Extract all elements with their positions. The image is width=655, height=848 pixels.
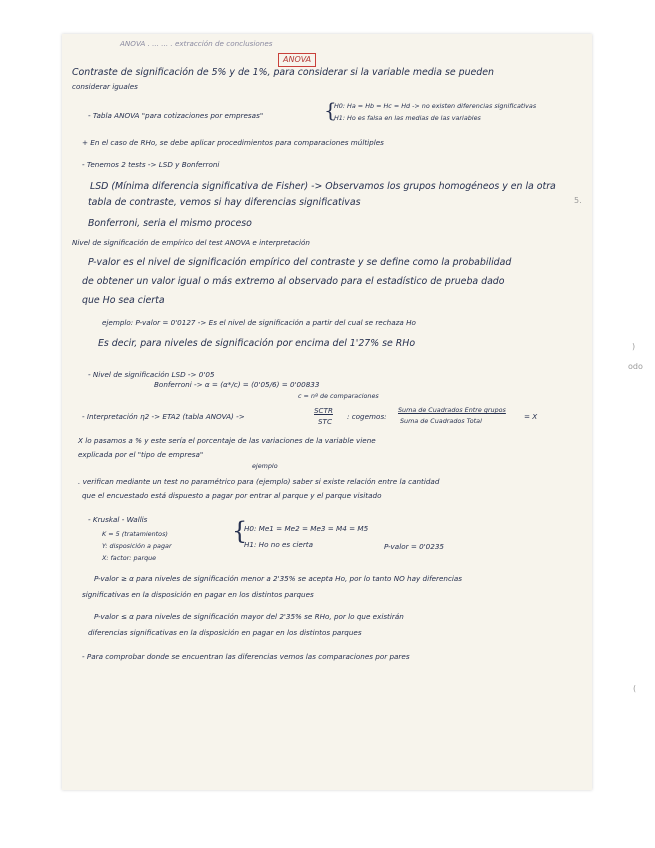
- text-line: ejemplo: [252, 462, 278, 470]
- margin-mark: 5.: [574, 196, 582, 205]
- fraction-denominator: Suma de Cuadrados Total: [400, 417, 482, 425]
- text-line: P-valor ≥ α para niveles de significación menor a 2'35% se acepta Ho, por lo tanto NO hay diferencias: [94, 574, 463, 583]
- p-value: P-valor = 0'0235: [384, 542, 444, 551]
- text-line: . verifican mediante un test no paramétrico para (ejemplo) saber si existe relación entre la cantidad: [78, 477, 440, 486]
- text-line: + En el caso de RHo, se debe aplicar procedimientos para comparaciones múltiples: [82, 138, 384, 147]
- text-line: Es decir, para niveles de significación por encima del 1'27% se RHo: [98, 338, 416, 349]
- text-line: P-valor ≤ α para niveles de significación mayor del 2'35% se RHo, por lo que existirán: [94, 612, 404, 621]
- brace: {: [232, 517, 248, 545]
- text-line: = X: [524, 412, 538, 421]
- fraction-numerator: Suma de Cuadrados Entre grupos: [398, 406, 506, 414]
- text-line: - Para comprobar donde se encuentran las diferencias vemos las comparaciones por pares: [82, 652, 410, 661]
- header-line: ANOVA . ... ... . extracción de conclusiones: [120, 39, 273, 48]
- notebook-page: [62, 34, 592, 790]
- text-line: diferencias significativas en la disposición en pagar en los distintos parques: [88, 628, 362, 637]
- margin-mark: odo: [628, 362, 643, 371]
- hypothesis-h0: H0: Ha = Hb = Hc = Hd -> no existen diferencias significativas: [334, 102, 537, 110]
- hypothesis-h1: H1: Ho no es cierta: [244, 540, 314, 549]
- text-line: ejemplo: P-valor = 0'0127 -> Es el nivel de significación a partir del cual se rechaza Ho: [102, 318, 416, 327]
- text-line: que el encuestado está dispuesto a pagar por entrar al parque y el parque visitado: [82, 491, 382, 500]
- text-line: - Kruskal - Wallis: [88, 515, 148, 524]
- text-line: P-valor es el nivel de significación empírico del contraste y se define como la probabilidad: [88, 257, 512, 268]
- text-line: Bonferroni -> α = (α*/c) = (0'05/6) = 0'00833: [154, 380, 320, 389]
- text-line: c = nº de comparaciones: [298, 392, 379, 400]
- margin-mark: (: [633, 684, 637, 693]
- text-line: LSD (Mínima diferencia significativa de Fisher) -> Observamos los grupos homogéneos y en la otra: [90, 181, 556, 192]
- text-line: - Interpretación η2 -> ETA2 (tabla ANOVA) ->: [82, 412, 245, 421]
- title-anova: ANOVA: [278, 53, 316, 67]
- text-line: Bonferroni, seria el mismo proceso: [88, 218, 252, 229]
- fraction-numerator: SCTR: [314, 406, 333, 415]
- text-line: Contraste de significación de 5% y de 1%, para considerar si la variable media se pueden: [72, 67, 494, 78]
- text-line: significativas en la disposición en pagar en los distintos parques: [82, 590, 314, 599]
- hypothesis-h1: H1: Ho es falsa en las medias de las variables: [334, 114, 481, 122]
- text-line: considerar iguales: [72, 82, 138, 91]
- text-line: que Ho sea cierta: [82, 295, 165, 306]
- text-line: Nivel de significación de empírico del test ANOVA e interpretación: [72, 238, 310, 247]
- fraction-denominator: STC: [318, 417, 332, 426]
- text-line: de obtener un valor igual o más extremo al observado para el estadístico de prueba dado: [82, 276, 505, 287]
- text-line: X lo pasamos a % y este sería el porcentaje de las variaciones de la variable viene: [78, 436, 376, 445]
- text-line: - Tenemos 2 tests -> LSD y Bonferroni: [82, 160, 220, 169]
- text-line: - Tabla ANOVA "para cotizaciones por empresas": [88, 111, 264, 120]
- text-line: - Nivel de significación LSD -> 0'05: [88, 370, 215, 379]
- margin-mark: ): [632, 342, 636, 351]
- text-line: K = 5 (tratamientos): [102, 530, 168, 538]
- text-line: X: factor: parque: [102, 554, 157, 562]
- text-line: tabla de contraste, vemos si hay diferencias significativas: [88, 197, 361, 208]
- brace: {: [324, 98, 337, 122]
- text-line: explicada por el "tipo de empresa": [78, 450, 204, 459]
- text-line: : cogemos:: [347, 412, 387, 421]
- hypothesis-h0: H0: Me1 = Me2 = Me3 = M4 = M5: [244, 524, 369, 533]
- text-line: Y: disposición a pagar: [102, 542, 172, 550]
